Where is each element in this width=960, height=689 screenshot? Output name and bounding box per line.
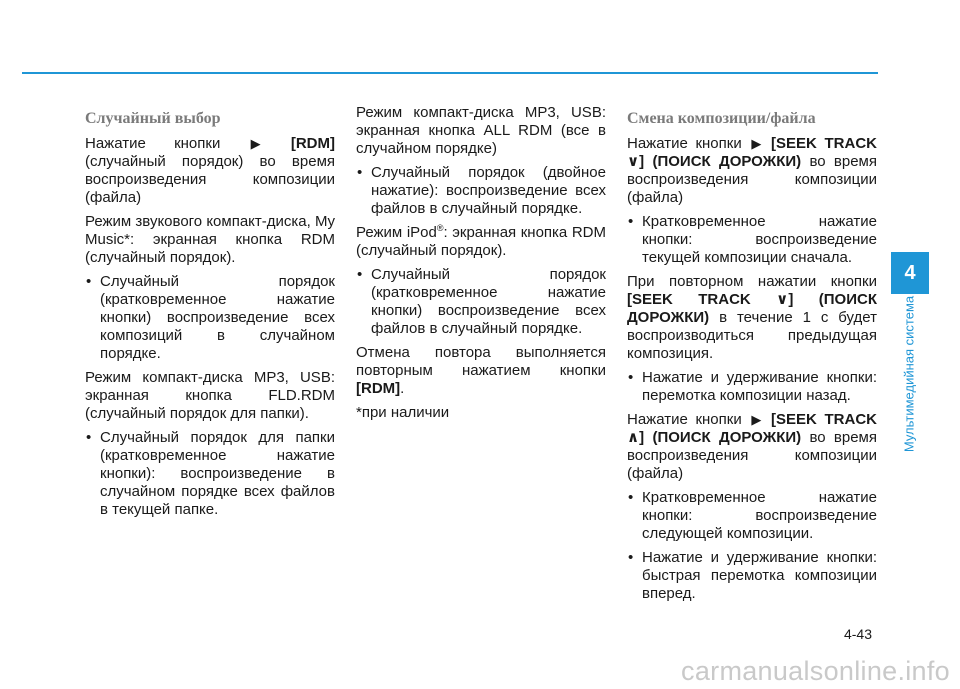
play-arrow-icon: ▶ [751,136,762,151]
paragraph [356,344,606,398]
paragraph: Режим компакт-диска MP3, USB: экранная кнопка ALL RDM (все в случайном порядке) [356,104,606,157]
paragraph: Режим звукового компакт-диска, My Music*: экранная кнопка RDM (случайный порядок). [85,213,335,266]
bullet-text: Кратковременное нажатие кнопки: воспроизведение следующей композиции. [642,489,877,542]
page-number: 4-43 [843,626,872,642]
column-left [85,104,335,525]
paragraph [627,411,877,483]
bullet-text: Нажатие и удерживание кнопки: быстрая перемотка композиции вперед. [642,549,877,602]
watermark: carmanualsonline.info [681,656,950,686]
bullet-icon: • [86,429,92,446]
bullet-icon: • [628,213,634,230]
text: (случайный порядок) во время воспроизведения композиции (файла) [85,153,335,206]
bullet-item [627,213,877,267]
bullet-item [85,273,335,363]
bullet-item [85,429,335,519]
text: Режим iPod [356,224,437,241]
button-label: [SEEK TRACK ∨] (ПОИСК ДОРОЖКИ) [627,291,877,326]
footnote: *при наличии [356,404,450,421]
chapter-tab[interactable]: 4 [891,252,929,294]
button-label: [RDM] [356,380,401,397]
bullet-text: Случайный порядок (двойное нажатие): воспроизведение всех файлов в случайный порядке. [371,164,606,217]
bullet-icon: • [628,489,634,506]
column-right [627,104,877,609]
text: Отмена повтора выполняется повторным нажатием кнопки [356,344,606,379]
bullet-item [627,369,877,405]
text: При повторном нажатии кнопки [627,273,877,290]
bullet-icon: • [628,369,634,386]
top-rule [22,72,878,74]
bullet-icon: • [628,549,634,566]
bullet-item [356,164,606,218]
paragraph [627,273,877,363]
text: . [400,380,405,397]
play-arrow-icon: ▶ [250,136,261,151]
play-arrow-icon: ▶ [751,412,762,427]
bullet-text: Кратковременное нажатие кнопки: воспроизведение текущей композиции сначала. [642,213,877,266]
bullet-text: Нажатие и удерживание кнопки: перемотка композиции назад. [642,369,877,404]
column-middle [356,104,606,428]
bullet-item [627,489,877,543]
bullet-icon: • [357,164,363,181]
bullet-icon: • [86,273,92,290]
text: в течение 1 с будет воспроизводиться предыдущая композиция. [627,309,878,362]
button-label: [SEEK TRACK ∧] (ПОИСК ДОРОЖКИ) [627,411,878,446]
paragraph [627,135,877,207]
text: Нажатие кнопки [627,135,742,152]
text: Нажатие кнопки [627,411,742,428]
button-label: [SEEK TRACK ∨] (ПОИСК ДОРОЖКИ) [627,135,878,170]
text: : экранная кнопка RDM (случайный порядок). [356,224,606,259]
paragraph [85,135,335,207]
bullet-icon: • [357,266,363,283]
button-label: [RDM] [290,135,336,152]
section-heading-track: Смена композиции/файла [627,110,816,127]
chapter-side-label: Мультимедийная система [901,295,917,453]
bullet-text: Случайный порядок (кратковременное нажатие кнопки) воспроизведение всех файлов в случайный порядке. [371,266,606,337]
bullet-item [356,266,606,338]
paragraph: Режим компакт-диска MP3, USB: экранная кнопка FLD.RDM (случайный порядок для папки). [85,369,335,422]
bullet-text: Случайный порядок (кратковременное нажатие кнопки) воспроизведение всех композиций в случайном порядке. [100,273,335,362]
bullet-item [627,549,877,603]
bullet-text: Случайный порядок для папки (кратковременное нажатие кнопки): воспроизведение в случайном порядке всех файлов в текущей папке. [100,429,335,518]
registered-mark: ® [436,223,444,233]
text: во время воспроизведения композиции (файла) [627,153,877,206]
section-heading-random: Случайный выбор [85,110,221,127]
text: Нажатие кнопки [85,135,221,152]
paragraph [356,224,606,260]
text: во время воспроизведения композиции (файла) [627,429,877,482]
